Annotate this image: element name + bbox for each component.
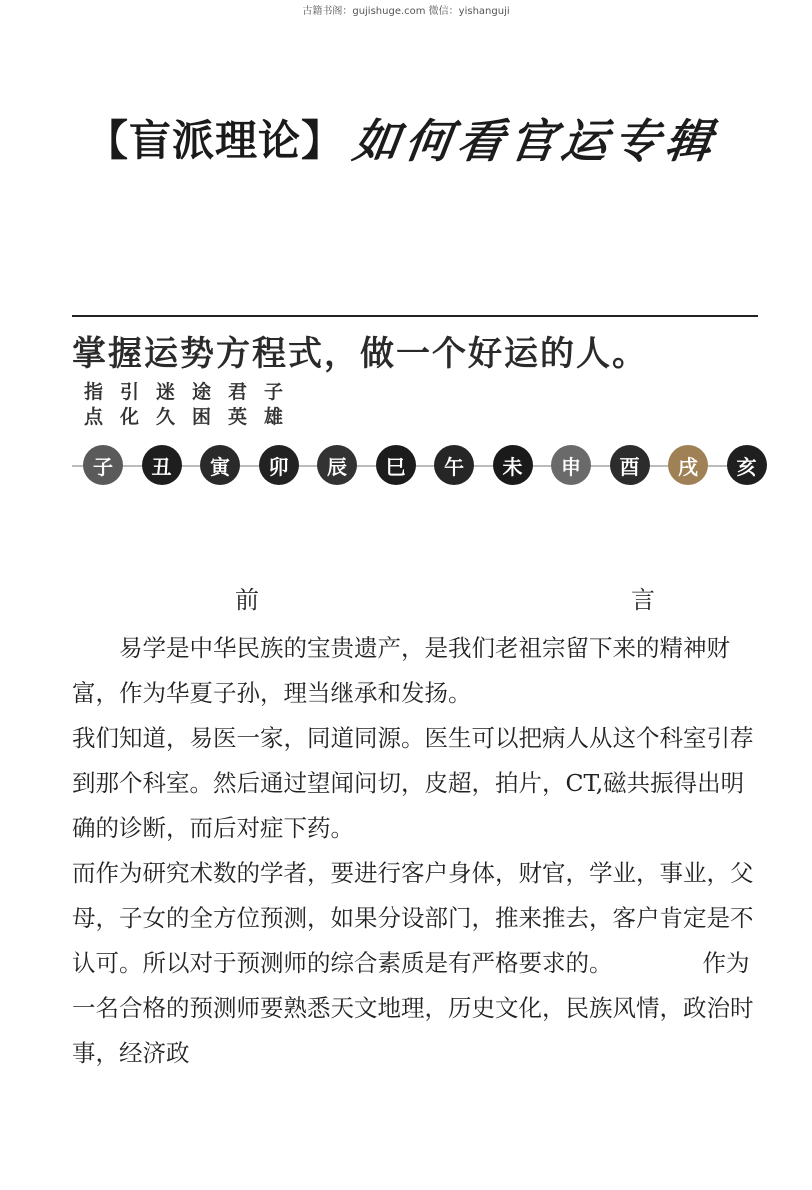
paragraph-3 bbox=[72, 851, 760, 1076]
keyword-char: 雄 bbox=[264, 406, 284, 428]
branch-circle: 寅 bbox=[200, 445, 240, 485]
banner-top-rule bbox=[72, 315, 758, 317]
intro-heading-left: 前 bbox=[235, 586, 259, 614]
branch-circle: 未 bbox=[493, 445, 533, 485]
branch-circle: 卯 bbox=[259, 445, 299, 485]
paragraph-3-text: 而作为研究术数的学者，要进行客户身体，财官，学业，事业，父母，子女的全方位预测，如果分设部门，推来推去，客户肯定是不认可。所以对于预测师的综合素质是有严格要求的。 bbox=[72, 859, 754, 977]
keyword-char: 久 bbox=[156, 406, 176, 428]
paragraph-2: 我们知道，易医一家，同道同源。医生可以把病人从这个科室引荐到那个科室。然后通过望闻问切，皮超，拍片，CT,磁共振得出明确的诊断，而后对症下药。 bbox=[72, 724, 754, 842]
watermark: 古籍书阁：gujishuge.com 微信：yishanguji bbox=[302, 6, 510, 17]
paragraph-1: 易学是中华民族的宝贵遗产，是我们老祖宗留下来的精神财富，作为华夏子孙，理当继承和发扬。 bbox=[72, 634, 730, 707]
paragraph-4-text: 作为一名合格的预测师要熟悉天文地理，历史文化，民族风情，政治时事，经济政 bbox=[72, 949, 754, 1067]
keywords-row-2 bbox=[84, 405, 300, 430]
branch-circle: 亥 bbox=[727, 445, 767, 485]
branch-circle: 戌 bbox=[668, 445, 708, 485]
keyword-char: 迷 bbox=[156, 381, 176, 403]
branch-circle: 辰 bbox=[317, 445, 357, 485]
intro-heading-right: 言 bbox=[631, 586, 655, 614]
title-script: 如何看官运专辑 bbox=[349, 114, 722, 168]
intro-heading bbox=[235, 580, 655, 615]
keyword-char: 引 bbox=[120, 381, 140, 403]
branch-circle: 申 bbox=[551, 445, 591, 485]
title-bracketed: 【盲派理论】 bbox=[86, 116, 345, 165]
branch-circle: 午 bbox=[434, 445, 474, 485]
branch-circle: 巳 bbox=[376, 445, 416, 485]
banner-slogan: 掌握运势方程式，做一个好运的人。 bbox=[72, 334, 648, 374]
keyword-char: 子 bbox=[264, 381, 284, 403]
banner-keywords bbox=[84, 380, 300, 430]
document-title bbox=[86, 108, 722, 168]
keyword-char: 君 bbox=[228, 381, 248, 403]
branch-circle: 子 bbox=[83, 445, 123, 485]
branch-circle: 丑 bbox=[142, 445, 182, 485]
keyword-char: 途 bbox=[192, 381, 212, 403]
keywords-row-1 bbox=[84, 380, 300, 405]
keyword-char: 点 bbox=[84, 406, 104, 428]
earthly-branches bbox=[83, 445, 785, 485]
intro-body bbox=[72, 626, 760, 1076]
keyword-char: 化 bbox=[120, 406, 140, 428]
keyword-char: 困 bbox=[192, 406, 212, 428]
keyword-char: 指 bbox=[84, 381, 104, 403]
keyword-char: 英 bbox=[228, 406, 248, 428]
branch-circle: 酉 bbox=[610, 445, 650, 485]
